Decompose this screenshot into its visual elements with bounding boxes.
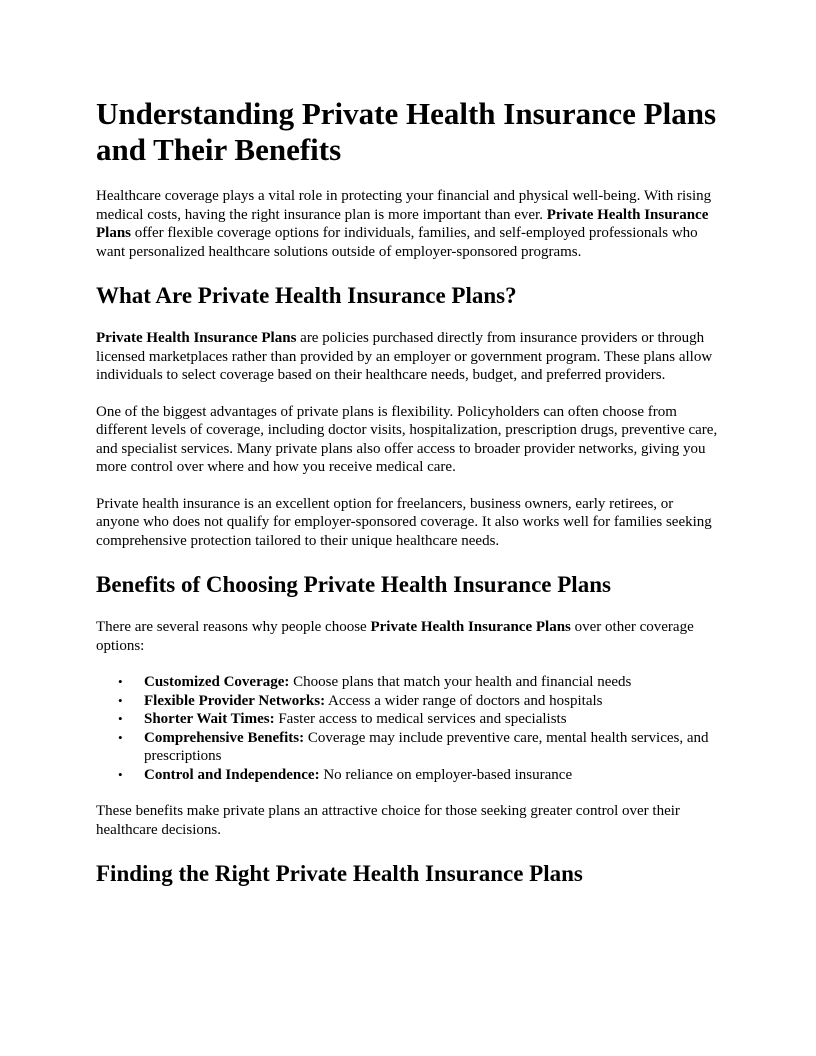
list-item-label: Comprehensive Benefits:	[144, 729, 305, 746]
what-p1-text: are policies purchased directly from insurance providers or through licensed marketplaces rather than provided by an employer or government program. These plans allow individuals to select coverage based on their healthcare needs, budget, and preferred providers.	[96, 330, 713, 383]
section-heading-benefits: Benefits of Choosing Private Health Insurance Plans	[96, 572, 611, 597]
what-paragraph-3: Private health insurance is an excellent option for freelancers, business owners, early retirees, or anyone who does not qualify for employer-sponsored coverage. It also works well for families seeking comprehensive protection tailored to their unique healthcare needs.	[96, 495, 712, 549]
benefits-intro-text-1: There are several reasons why people choose	[96, 619, 371, 635]
bullet-icon: •	[118, 729, 123, 745]
list-item	[118, 673, 720, 692]
what-p1-bold: Private Health Insurance Plans	[96, 330, 297, 346]
list-item-label: Customized Coverage:	[144, 674, 290, 690]
bullet-icon: •	[118, 766, 123, 782]
list-item	[118, 729, 720, 766]
benefits-closing: These benefits make private plans an attractive choice for those seeking greater control over their healthcare decisions.	[96, 803, 680, 838]
list-item	[118, 766, 720, 785]
intro-bold: Private Health Insurance Plans	[96, 206, 709, 241]
what-paragraph-2: One of the biggest advantages of private plans is flexibility. Policyholders can often choose from different levels of coverage, including doctor visits, hospitalization, prescription drugs, preventive care, and specialist services. Many private plans also offer access to broader provider networks, giving you more control over where and how you receive medical care.	[96, 403, 718, 475]
document-page	[96, 96, 720, 907]
benefits-intro	[96, 618, 720, 655]
section-heading-finding: Finding the Right Private Health Insurance Plans	[96, 861, 583, 886]
list-item-text: Access a wider range of doctors and hospitals	[325, 692, 603, 709]
section-heading-what: What Are Private Health Insurance Plans?	[96, 283, 517, 308]
what-paragraph-1	[96, 329, 720, 385]
intro-paragraph	[96, 187, 720, 261]
bullet-icon: •	[118, 711, 123, 726]
list-item	[118, 710, 720, 729]
list-item-label: Control and Independence:	[144, 766, 320, 783]
benefits-intro-text-2: over other coverage options:	[96, 619, 694, 654]
intro-text-2: offer flexible coverage options for individuals, families, and self-employed professionals who want personalized healthcare solutions outside of employer-sponsored programs.	[96, 225, 698, 260]
bullet-icon: •	[118, 674, 123, 689]
list-item-text: Coverage may include preventive care, mental health services, and prescriptions	[144, 729, 709, 764]
list-item-label: Shorter Wait Times:	[144, 711, 275, 727]
bullet-icon: •	[118, 692, 123, 708]
list-item	[118, 692, 720, 711]
page-title: Understanding Private Health Insurance Plans and Their Benefits	[96, 96, 717, 167]
list-item-text: Faster access to medical services and specialists	[274, 711, 567, 727]
list-item-text: Choose plans that match your health and financial needs	[289, 674, 632, 690]
benefits-list	[96, 673, 720, 784]
intro-text-1: Healthcare coverage plays a vital role in protecting your financial and physical well-being. With rising medical costs, having the right insurance plan is more important than ever.	[96, 188, 712, 223]
list-item-label: Flexible Provider Networks:	[144, 692, 326, 709]
benefits-intro-bold: Private Health Insurance Plans	[370, 619, 571, 635]
list-item-text: No reliance on employer-based insurance	[319, 766, 573, 783]
